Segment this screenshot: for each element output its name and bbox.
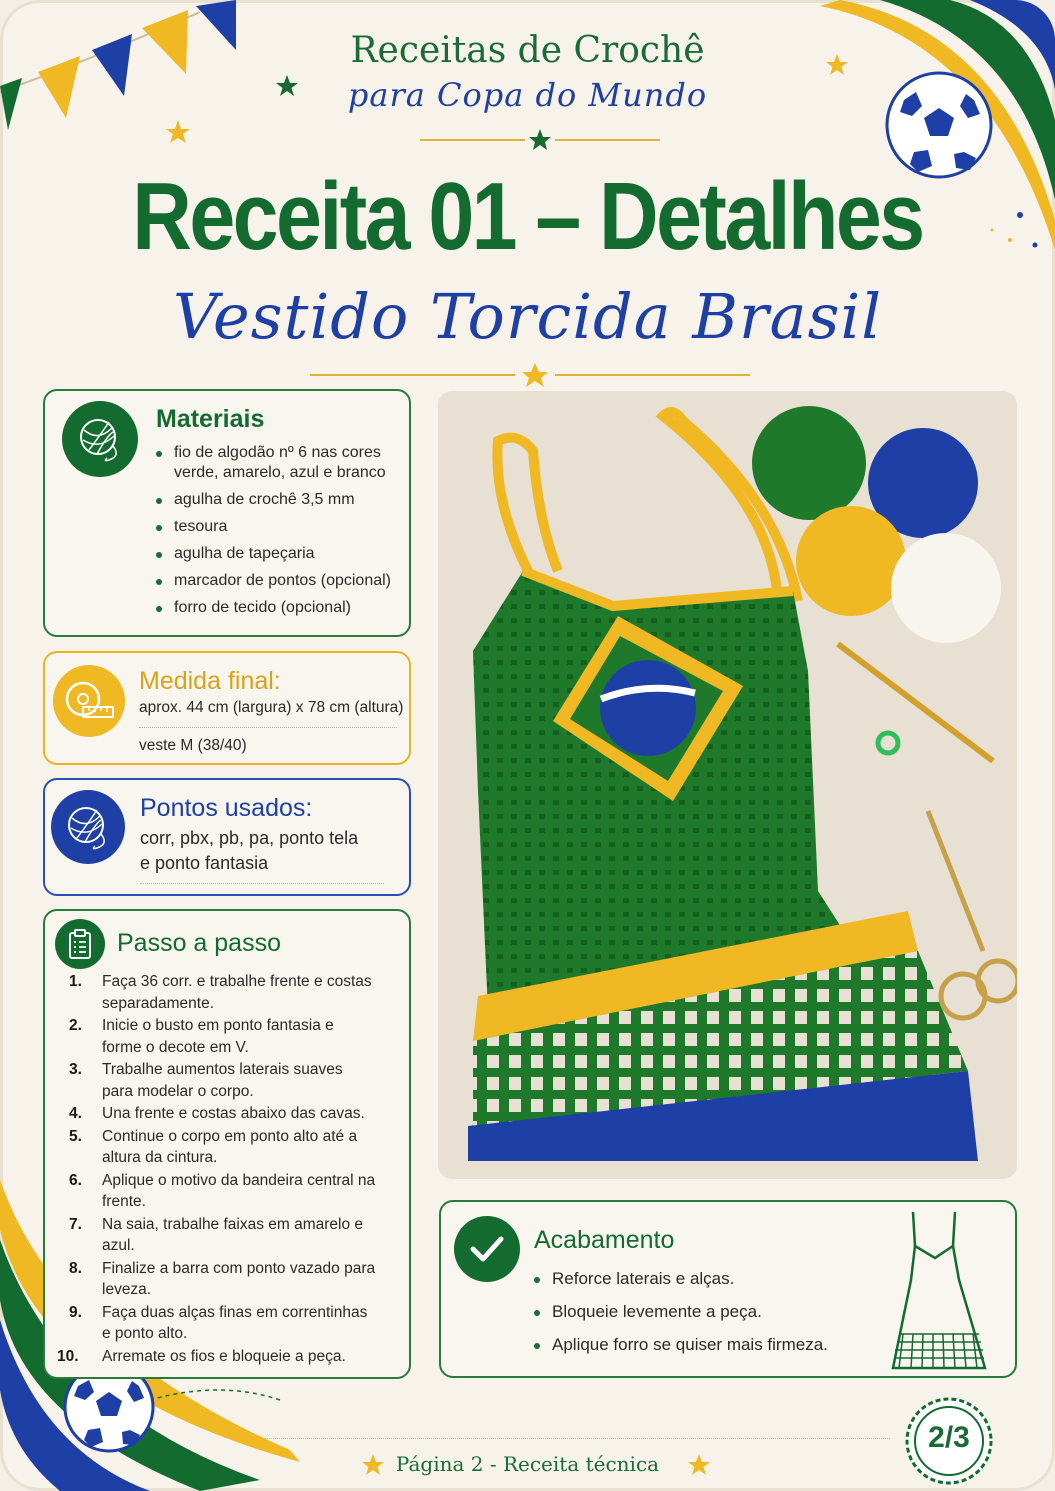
stitches-line-2: e ponto fantasia bbox=[140, 853, 269, 873]
measure-card bbox=[43, 651, 411, 765]
measuring-tape-icon bbox=[53, 665, 125, 737]
steps-list bbox=[57, 971, 377, 1368]
header-divider bbox=[410, 126, 670, 154]
stitches-line-1: corr, pbx, pb, pa, ponto tela bbox=[140, 828, 359, 848]
yarn-ball-icon bbox=[51, 790, 125, 864]
finishing-title: Acabamento bbox=[534, 1226, 675, 1254]
page-badge: 2/3 bbox=[928, 1421, 970, 1454]
list-item: 4. Una frente e costas abaixo das cavas. bbox=[69, 1105, 365, 1122]
finishing-card bbox=[439, 1200, 1017, 1378]
crochet-dress-illustration bbox=[438, 391, 1017, 1179]
list-item: 6. Aplique o motivo da bandeira central na frente. bbox=[69, 1171, 376, 1210]
list-item: 7. Na saia, trabalhe faixas em amarelo e azul. bbox=[69, 1215, 364, 1254]
footer-divider bbox=[230, 1438, 890, 1439]
list-item: agulha de crochê 3,5 mm bbox=[156, 490, 401, 510]
list-item: Bloqueie levemente a peça. bbox=[534, 1301, 834, 1323]
stitches-title: Pontos usados: bbox=[140, 794, 313, 822]
materials-card bbox=[43, 389, 411, 637]
steps-title: Passo a passo bbox=[117, 929, 281, 957]
dress-photo bbox=[438, 391, 1017, 1179]
list-item: 10. Arremate os fios e bloqueie a peça. bbox=[57, 1347, 346, 1365]
subtitle-divider bbox=[300, 360, 760, 390]
list-item: 5. Continue o corpo em ponto alto até a altura da cintura. bbox=[69, 1127, 358, 1166]
star-icon bbox=[166, 120, 190, 144]
dress-sketch-icon bbox=[889, 1210, 989, 1372]
materials-list bbox=[156, 443, 401, 625]
list-item: forro de tecido (opcional) bbox=[156, 598, 401, 618]
measure-title: Medida final: bbox=[139, 667, 281, 695]
list-item: 1. Faça 36 corr. e trabalhe frente e costas separadamente. bbox=[69, 973, 372, 1012]
brand-subtitle: para Copa do Mundo bbox=[347, 76, 708, 114]
brand-title: Receitas de Crochê bbox=[350, 30, 705, 71]
list-item: Aplique forro se quiser mais firmeza. bbox=[534, 1334, 834, 1356]
dotted-divider bbox=[139, 727, 397, 728]
list-item: 3. Trabalhe aumentos laterais suaves para modelar o corpo. bbox=[69, 1061, 343, 1100]
list-item: 2. Inicie o busto em ponto fantasia e forme o decote em V. bbox=[69, 1017, 334, 1056]
list-item: 9. Faça duas alças finas em correntinhas e ponto alto. bbox=[69, 1303, 368, 1342]
check-icon bbox=[454, 1216, 520, 1282]
yarn-ball-icon bbox=[62, 401, 138, 477]
steps-card bbox=[43, 909, 411, 1379]
finishing-list bbox=[534, 1268, 834, 1367]
list-item: marcador de pontos (opcional) bbox=[156, 571, 401, 591]
page-subtitle: Vestido Torcida Brasil bbox=[172, 280, 883, 353]
materials-title: Materiais bbox=[156, 405, 265, 433]
dotted-divider bbox=[140, 883, 384, 884]
list-item: 8. Finalize a barra com ponto vazado para leveza. bbox=[69, 1259, 376, 1298]
list-item: Reforce laterais e alças. bbox=[534, 1268, 834, 1290]
page-title: Receita 01 – Detalhes bbox=[132, 163, 923, 270]
list-item: agulha de tapeçaria bbox=[156, 544, 401, 564]
measure-dimensions: aprox. 44 cm (largura) x 78 cm (altura) bbox=[139, 699, 404, 716]
list-item: tesoura bbox=[156, 517, 401, 537]
list-item: fio de algodão nº 6 nas cores verde, amarelo, azul e branco bbox=[156, 443, 401, 483]
page-label: Página 2 - Receita técnica bbox=[395, 1452, 660, 1476]
measure-size: veste M (38/40) bbox=[139, 737, 247, 754]
clipboard-icon bbox=[55, 919, 105, 969]
stitches-card bbox=[43, 778, 411, 896]
